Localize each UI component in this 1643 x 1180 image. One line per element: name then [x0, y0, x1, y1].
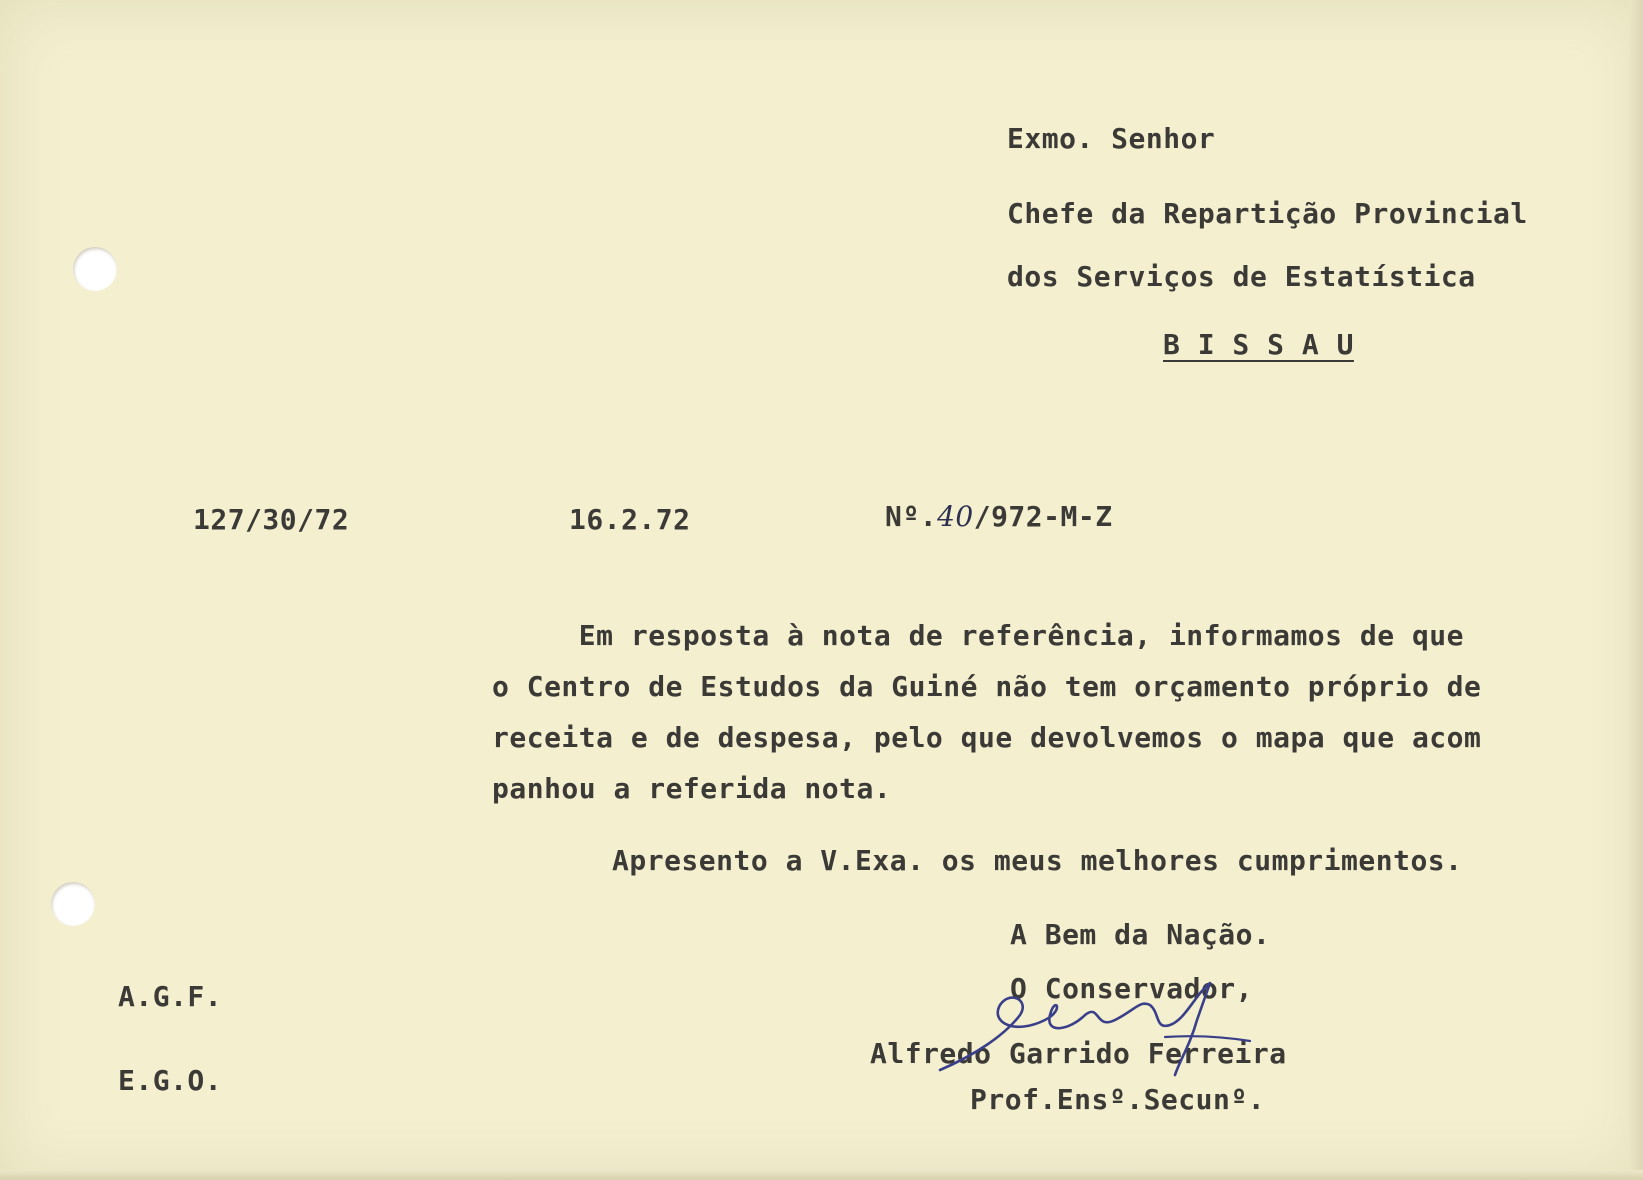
signoff-title: Prof.Ensº.Secunº.	[970, 1083, 1266, 1116]
reference-code: 127/30/72	[193, 503, 350, 536]
page-edge-right	[1629, 0, 1643, 1180]
signature-stroke	[940, 983, 1210, 1075]
closing-line: Apresento a V.Exa. os meus melhores cumprimentos.	[612, 844, 1463, 877]
punch-hole-bottom	[51, 882, 95, 926]
body-line-2: o Centro de Estudos da Guiné não tem orçamento próprio de	[492, 670, 1482, 703]
initials-first: A.G.F.	[118, 980, 223, 1013]
body-paragraph	[492, 610, 1481, 814]
signoff-motto: A Bem da Nação.	[1010, 918, 1271, 951]
reference-number-suffix: /972-M-Z	[973, 500, 1113, 533]
address-line-2: dos Serviços de Estatística	[1007, 260, 1476, 293]
body-line-3: receita e de despesa, pelo que devolvemos o mapa que acom	[492, 721, 1482, 754]
handwritten-signature	[935, 975, 1295, 1085]
reference-number	[885, 500, 1113, 534]
reference-number-handwritten: 40	[937, 500, 974, 533]
body-line-1: Em resposta à nota de referência, informamos de que	[492, 619, 1465, 652]
reference-number-prefix: Nº.	[885, 500, 938, 533]
signoff-role: O Conservador,	[1010, 972, 1254, 1005]
page-edge-bottom	[0, 1170, 1643, 1180]
initials-second: E.G.O.	[118, 1064, 223, 1097]
signature-underline-stroke	[1165, 1036, 1250, 1041]
body-line-4: panhou a referida nota.	[492, 772, 892, 805]
reference-date: 16.2.72	[569, 503, 691, 536]
address-line-1: Chefe da Repartição Provincial	[1007, 197, 1528, 230]
address-salutation: Exmo. Senhor	[1007, 122, 1216, 155]
address-city: B I S S A U	[1163, 328, 1354, 361]
punch-hole-top	[73, 247, 117, 291]
signoff-name: Alfredo Garrido Ferreira	[870, 1037, 1287, 1070]
